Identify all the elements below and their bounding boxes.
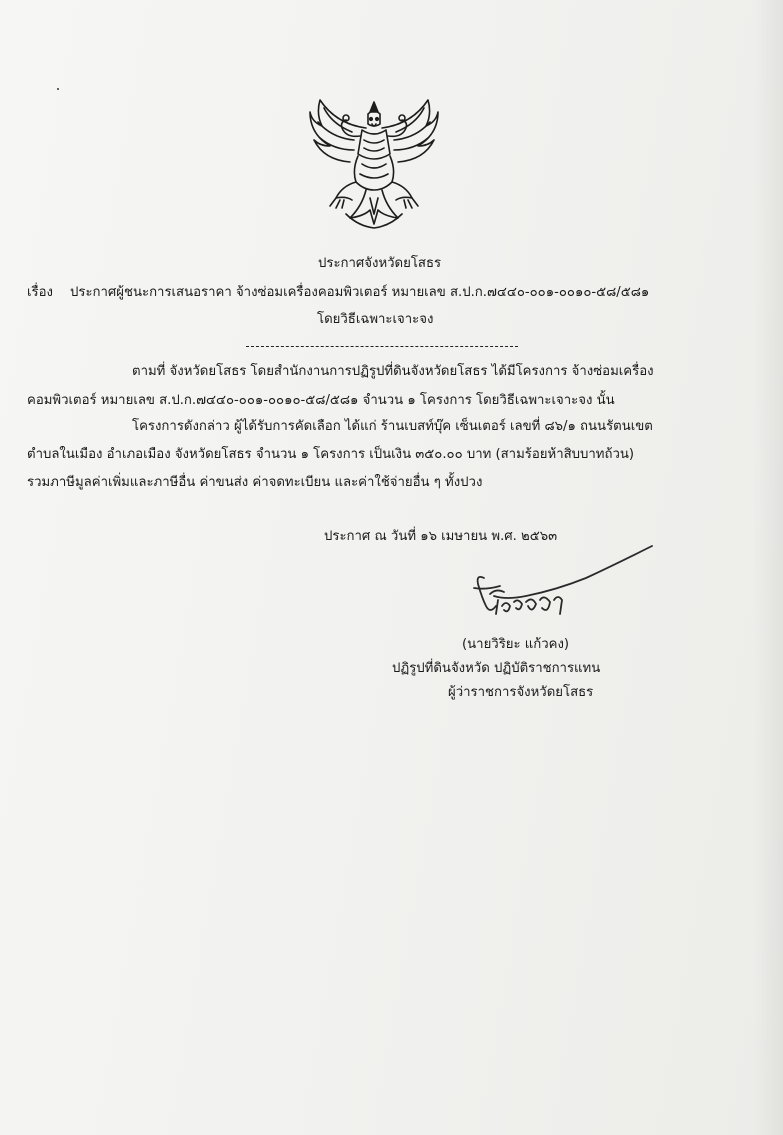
body-line-5: รวมภาษีมูลค่าเพิ่มและภาษีอื่น ค่าขนส่ง ค่าจดทะเบียน และค่าใช้จ่ายอื่น ๆ ทั้งปวง (27, 475, 483, 490)
body-line-2: คอมพิวเตอร์ หมายเลข ส.ป.ก.๗๔๔๐-๐๐๑-๐๐๑๐-๕๘/๕๘๑ จำนวน ๑ โครงการ โดยวิธีเฉพาะเจาะจง นั้น (27, 393, 615, 408)
signer-position-1: ปฏิรูปที่ดินจังหวัด ปฏิบัติราชการแทน (392, 661, 601, 676)
signer-position-2: ผู้ว่าราชการจังหวัดยโสธร (448, 685, 594, 700)
dashed-divider (246, 346, 518, 347)
handwritten-signature (466, 544, 656, 634)
signer-name: (นายวิริยะ แก้วคง) (462, 637, 570, 652)
subject-line-2: โดยวิธีเฉพาะเจาะจง (317, 312, 434, 327)
subject-line-1: ประกาศผู้ชนะการเสนอราคา จ้างซ่อมเครื่องคอมพิวเตอร์ หมายเลข ส.ป.ก.๗๔๔๐-๐๐๑-๐๐๑๐-๕๘/๕๘๑ (70, 285, 650, 300)
scan-speck (57, 88, 59, 90)
announcement-title: ประกาศจังหวัดยโสธร (318, 256, 442, 271)
announce-date: ประกาศ ณ วันที่ ๑๖ เมษายน พ.ศ. ๒๕๖๓ (324, 529, 558, 544)
page-shadow (753, 0, 783, 1135)
body-line-4: ตำบลในเมือง อำเภอเมือง จังหวัดยโสธร จำนวน ๑ โครงการ เป็นเงิน ๓๕๐.๐๐ บาท (สามร้อยห้าสิบบาทถ้วน) (27, 447, 635, 462)
body-line-1: ตามที่ จังหวัดยโสธร โดยสำนักงานการปฏิรูปที่ดินจังหวัดยโสธร ได้มีโครงการ จ้างซ่อมเครื่อง (132, 364, 654, 379)
body-line-3: โครงการดังกล่าว ผู้ได้รับการคัดเลือก ได้แก่ ร้านเบสท์บุ๊ค เซ็นเตอร์ เลขที่ ๘๖/๑ ถนนรัตนเขต (132, 419, 653, 434)
garuda-emblem-icon (306, 94, 442, 234)
subject-label: เรื่อง (27, 285, 53, 300)
